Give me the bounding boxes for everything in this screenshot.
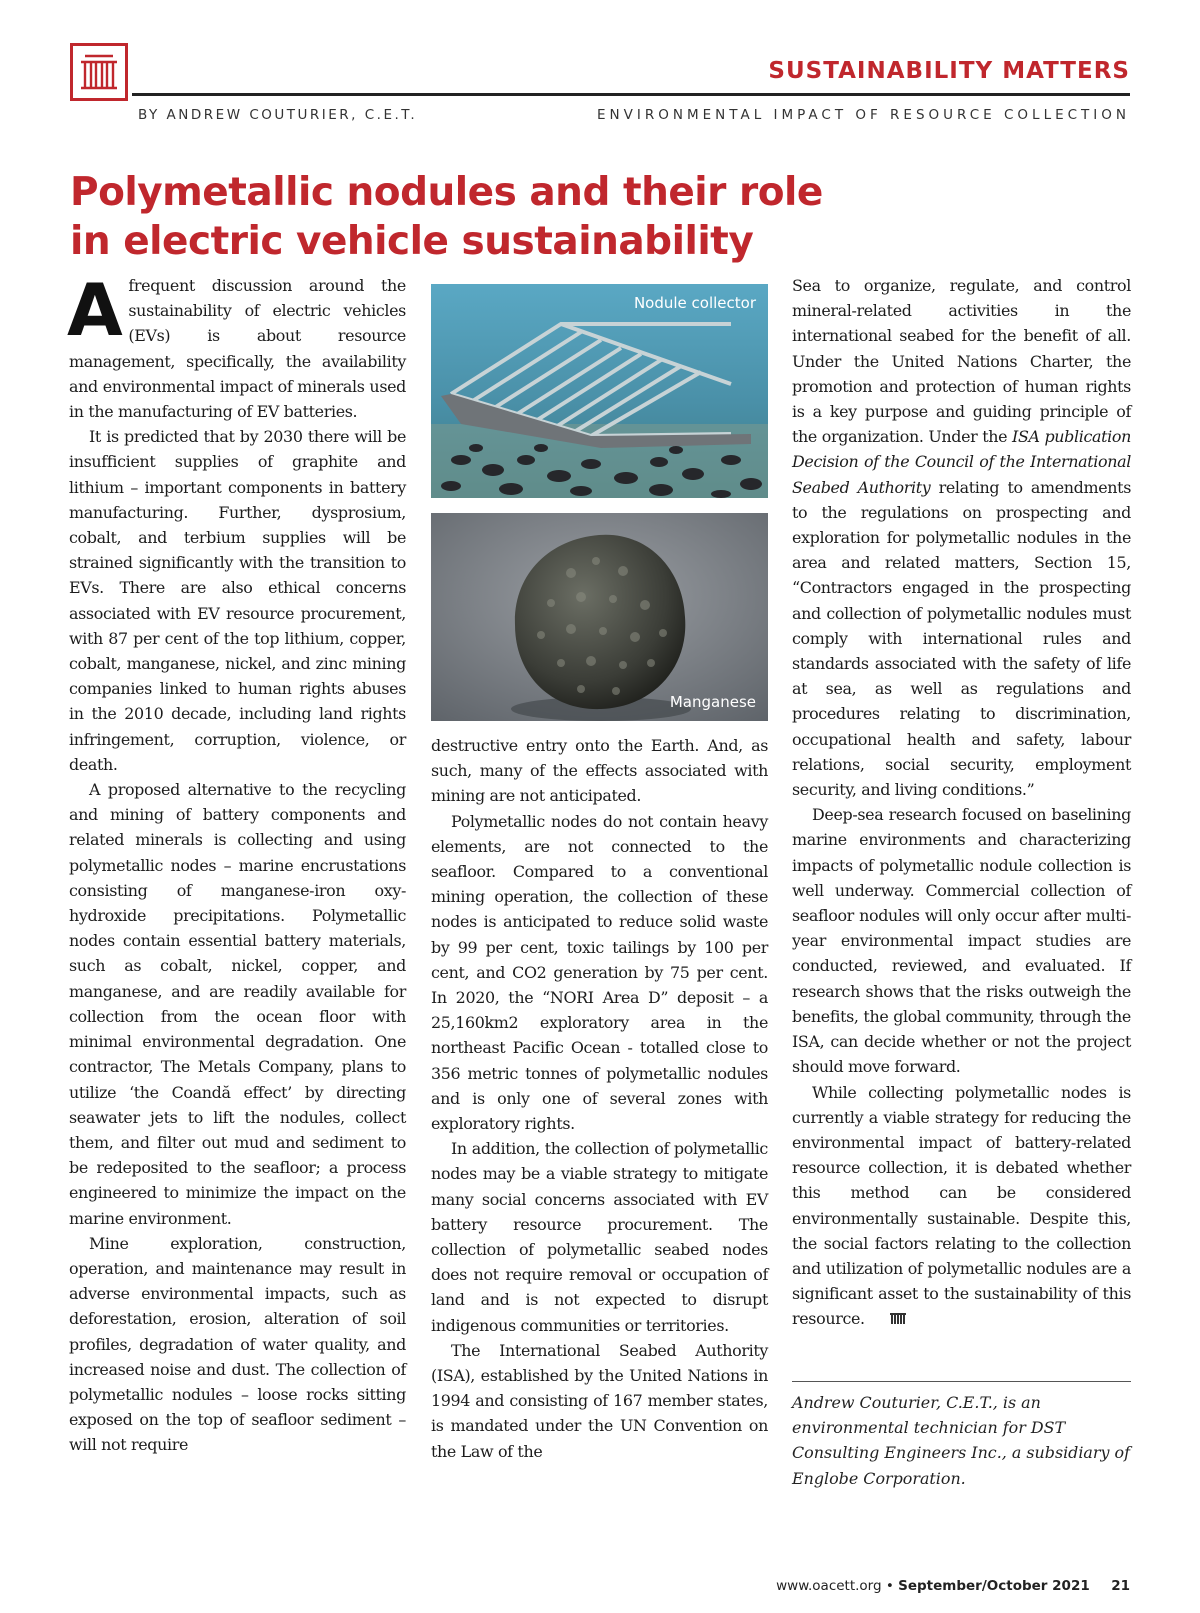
photo-caption: Nodule collector (633, 294, 756, 312)
paragraph: Polymetallic nodes do not contain heavy elements, are not connected to the seafloor. Compared to a conventional mining operation, the collection of these nodes is anticipated to reduce solid waste by 99 per cent, toxic tailings by 100 per cent, and CO2 generation by 75 per cent. In 2020, the “NORI Area D” deposit – a 25,160km2 exploratory area in the northeast Pacific Ocean - totalled close to 356 metric tonnes of polymetallic nodules and is only one of several zones with exploratory rights. (431, 811, 768, 1134)
paragraph: A proposed alternative to the recycling and mining of battery components and related minerals is collecting and using polymetallic nodes – marine encrustations consisting of manganese-iron oxy-hydroxide precipitations. Polymetallic nodes contain essential battery materials, such as cobalt, nickel, copper, and manganese, and are readily available for collection from the ocean floor with minimal environmental degradation. One contractor, The Metals Company, plans to utilize ‘the Coandă effect’ by directing seawater jets to lift the nodules, collect them, and filter out mud and sediment to be redeposited to the seafloor; a process engineered to minimize the impact on the marine environment. (69, 780, 406, 1228)
publication-title: ISA publication Decision of the Council of the International Seabed Authority (792, 427, 1131, 497)
paragraph: Afrequent discussion around the sustainability of electric vehicles (EVs) is about resource management, specifically, the availability and environmental impact of minerals used in the manufacturing of EV batteries. (67, 268, 406, 422)
drop-cap: A (67, 268, 123, 352)
byline: BY ANDREW COUTURIER, C.E.T. (138, 107, 418, 123)
footer-separator: • (885, 1578, 894, 1594)
bio-divider (792, 1381, 1131, 1382)
paragraph: destructive entry onto the Earth. And, as such, many of the effects associated with mining are not anticipated. (431, 736, 768, 806)
manganese-nodule-photo (431, 513, 768, 721)
paragraph: The International Seabed Authority (ISA), established by the United Nations in 1994 and consisting of 167 member states, is mandated under the UN Convention on the Law of the (431, 1340, 768, 1461)
header-rule (132, 93, 1130, 96)
paragraph: Sea to organize, regulate, and control mineral-related activities in the international seabed for the benefit of all. Under the United Nations Charter, the promotion and protection of human rights is a key purpose and guiding principle of the organization. Under the ISA publication Decision of the Council of the International Seabed Authority relating to amendments to the regulations on prospecting and exploration for polymetallic nodules in the area and related matters, Section 15, “Contractors engaged in the prospecting and collection of polymetallic nodules must comply with international rules and standards associated with the safety of life at sea, as well as regulations and procedures relating to discrimination, occupational health and safety, labour relations, social security, employment security, and living conditions.” (792, 276, 1131, 800)
footer-issue: September/October 2021 (898, 1578, 1090, 1594)
nodule-collector-photo (431, 284, 768, 498)
paragraph: In addition, the collection of polymetallic nodes may be a viable strategy to mitigate many social concerns associated with EV battery resource procurement. The collection of polymetallic seabed nodes does not require removal or occupation of land and is not expected to disrupt indigenous communities or territories. (431, 1139, 768, 1335)
article-column-1 (67, 268, 406, 1458)
author-bio-text: Andrew Couturier, C.E.T., is an environmental technician for DST Consulting Engineers Inc., a subsidiary of Englobe Corporation. (792, 1393, 1130, 1488)
paragraph: While collecting polymetallic nodes is currently a viable strategy for reducing the environmental impact of battery-related resource collection, it is debated whether this method can be considered environmentally sustainable. Despite this, the social factors relating to the collection and utilization of polymetallic nodules are a significant asset to the sustainability of this resource. (792, 1082, 1131, 1329)
ttt-logo-icon (70, 43, 128, 101)
article-column-3 (792, 273, 1131, 1332)
author-bio (792, 1381, 1131, 1491)
article-column-2 (431, 733, 768, 1464)
paragraph: Mine exploration, construction, operation, and maintenance may result in adverse environmental impacts, such as deforestation, erosion, alteration of soil profiles, degradation of water quality, and increased noise and dust. The collection of polymetallic nodules – loose rocks sitting exposed on the top of seafloor sediment – will not require (69, 1233, 406, 1455)
ttt-endmark-icon (869, 1307, 887, 1321)
page-number: 21 (1111, 1578, 1130, 1594)
footer-website: www.oacett.org (776, 1578, 882, 1594)
paragraph: It is predicted that by 2030 there will be insufficient supplies of graphite and lithium – important components in battery manufacturing. Further, dysprosium, cobalt, and terbium supplies will be strained significantly with the transition to EVs. There are also ethical concerns associated with EV resource procurement, with 87 per cent of the top lithium, copper, cobalt, manganese, nickel, and zinc mining companies linked to human rights abuses in the 2010 decade, including land rights infringement, corruption, violence, or death. (69, 427, 406, 774)
photo-caption: Manganese (669, 693, 756, 711)
topic-label: ENVIRONMENTAL IMPACT OF RESOURCE COLLECTION (597, 107, 1130, 123)
article-title: Polymetallic nodules and their role in electric vehicle sustainability (70, 170, 823, 264)
paragraph: Deep-sea research focused on baselining marine environments and characterizing impacts of polymetallic nodule collection is well underway. Commercial collection of seafloor nodules will only occur after multi-year environmental impact studies are conducted, reviewed, and evaluated. If research shows that the risks outweigh the benefits, the global community, through the ISA, can decide whether or not the project should move forward. (792, 805, 1131, 1077)
section-title: SUSTAINABILITY MATTERS (768, 58, 1130, 84)
page-footer (776, 1578, 1130, 1594)
